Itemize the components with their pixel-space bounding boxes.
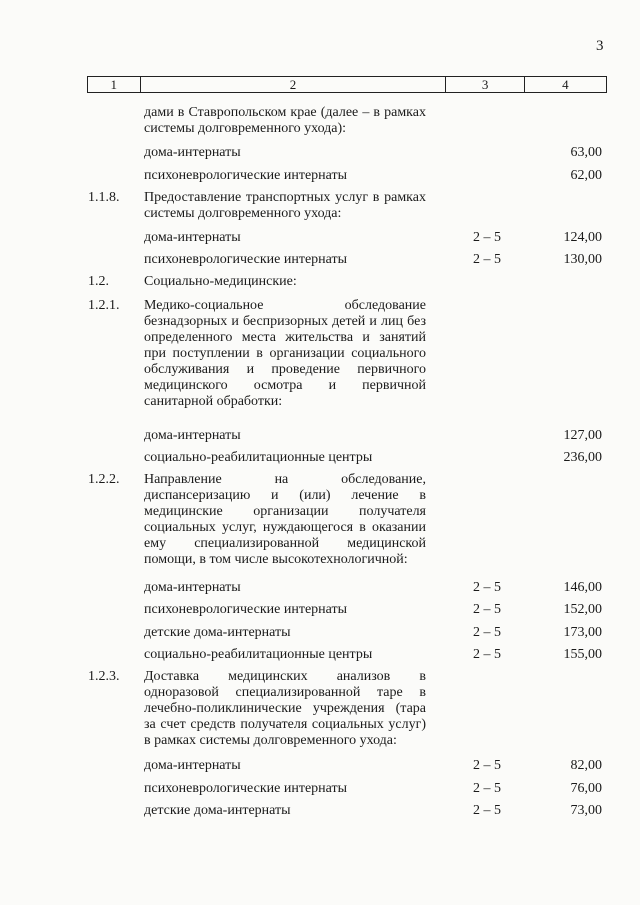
row-value: 73,00 xyxy=(570,803,602,818)
row-range: 2 – 5 xyxy=(473,230,501,245)
row-description: детские дома-интернаты xyxy=(144,625,291,640)
row-range: 2 – 5 xyxy=(473,580,501,595)
row-description: дома-интернаты xyxy=(144,145,241,160)
row-number: 1.2. xyxy=(88,274,109,289)
row-description: Медико-социальное обследование безнадзорных и беспризорных детей и лиц без определенного места жительства и занятий при поступлении в организации социального обслуживания и проведение первичного медицинского осмотра и первичной санитарной обработки: xyxy=(144,298,426,409)
row-description: Доставка медицинских анализов в одноразовой специализированной таре в лечебно-поликлинические учреждения (тара за счет средств получателя социальных услуг) в рамках системы долговременного ухода: xyxy=(144,669,426,748)
row-description: Предоставление транспортных услуг в рамках системы долговременного ухода: xyxy=(144,190,426,221)
page-number: 3 xyxy=(596,38,604,54)
row-number: 1.1.8. xyxy=(88,190,120,205)
row-number: 1.2.1. xyxy=(88,298,120,313)
row-value: 62,00 xyxy=(570,168,602,183)
row-range: 2 – 5 xyxy=(473,803,501,818)
header-col-4: 4 xyxy=(524,77,606,93)
row-description: детские дома-интернаты xyxy=(144,803,291,818)
row-description: психоневрологические интернаты xyxy=(144,252,348,267)
row-value: 127,00 xyxy=(563,428,602,443)
row-description: социально-реабилитационные центры xyxy=(144,450,373,465)
row-value: 63,00 xyxy=(570,145,602,160)
row-description: дома-интернаты xyxy=(144,758,241,773)
column-header-row xyxy=(87,76,607,93)
row-value: 76,00 xyxy=(570,781,602,796)
row-description: дами в Ставропольском крае (далее – в рамках системы долговременного ухода): xyxy=(144,105,426,136)
row-value: 124,00 xyxy=(563,230,602,245)
row-description: Направление на обследование, диспансеризацию и (или) лечение в медицинские организации получателя социальных услуг, нуждающегося в оказании ему специализированной медицинской помощи, в том числе высокотехнологичной: xyxy=(144,472,426,567)
row-range: 2 – 5 xyxy=(473,602,501,617)
row-range: 2 – 5 xyxy=(473,781,501,796)
row-description: психоневрологические интернаты xyxy=(144,781,348,796)
row-value: 146,00 xyxy=(563,580,602,595)
header-col-1: 1 xyxy=(88,77,141,93)
row-value: 130,00 xyxy=(563,252,602,267)
row-range: 2 – 5 xyxy=(473,252,501,267)
row-description: психоневрологические интернаты xyxy=(144,602,348,617)
row-description: дома-интернаты xyxy=(144,428,241,443)
row-value: 82,00 xyxy=(570,758,602,773)
row-description: социально-реабилитационные центры xyxy=(144,647,373,662)
header-col-3: 3 xyxy=(446,77,524,93)
row-description: психоневрологические интернаты xyxy=(144,168,348,183)
row-value: 236,00 xyxy=(563,450,602,465)
row-value: 152,00 xyxy=(563,602,602,617)
row-range: 2 – 5 xyxy=(473,758,501,773)
row-description: дома-интернаты xyxy=(144,580,241,595)
row-description: дома-интернаты xyxy=(144,230,241,245)
row-range: 2 – 5 xyxy=(473,647,501,662)
row-range: 2 – 5 xyxy=(473,625,501,640)
row-description: Социально-медицинские: xyxy=(144,274,297,289)
row-number: 1.2.3. xyxy=(88,669,120,684)
row-number: 1.2.2. xyxy=(88,472,120,487)
row-value: 173,00 xyxy=(563,625,602,640)
header-col-2: 2 xyxy=(140,77,446,93)
row-value: 155,00 xyxy=(563,647,602,662)
